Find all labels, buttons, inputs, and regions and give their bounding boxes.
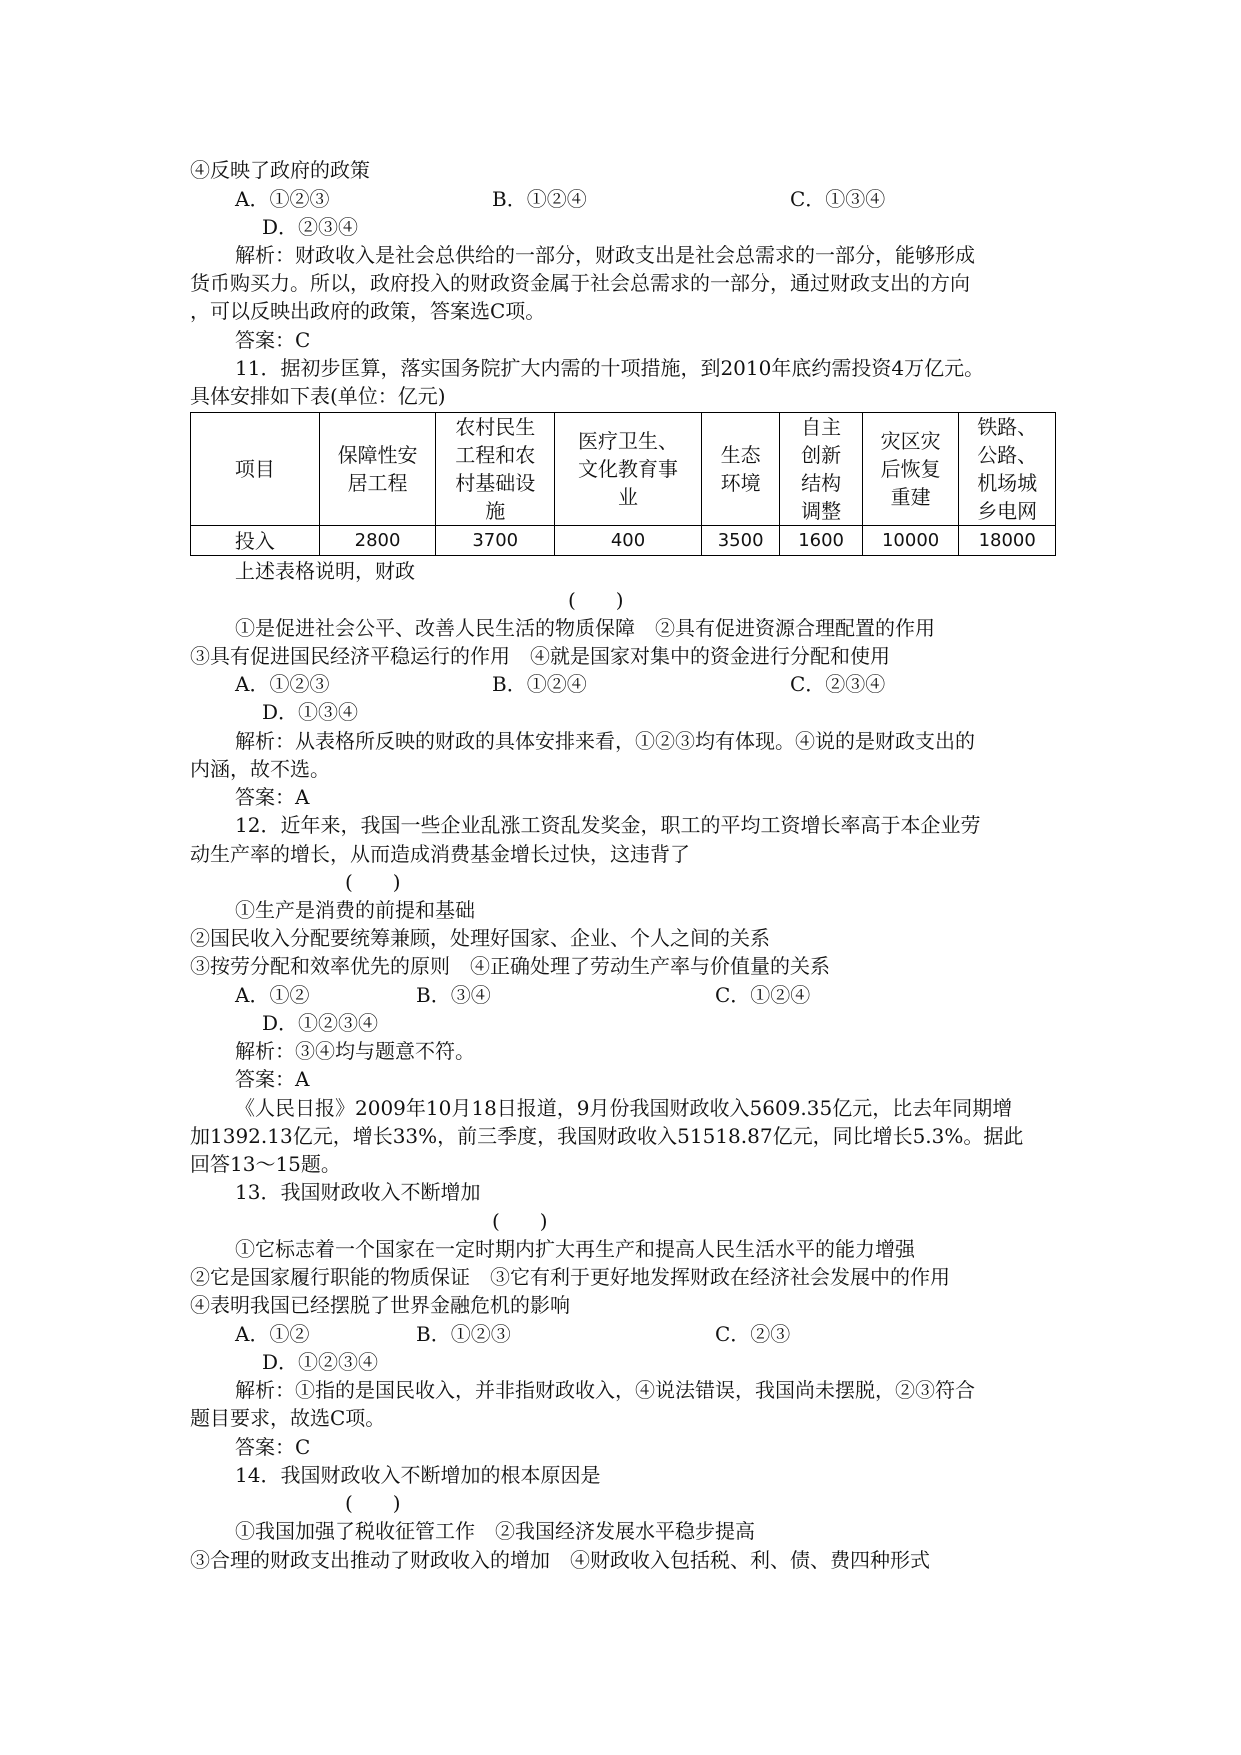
choice-c: C．②③ [715, 1322, 791, 1346]
answer-text: 答案：A [235, 1067, 310, 1091]
option-line: ④表明我国已经摆脱了世界金融危机的影响 [190, 1293, 570, 1317]
option-line: ①生产是消费的前提和基础 [235, 898, 475, 922]
question-text: 14．我国财政收入不断增加的根本原因是 [235, 1463, 601, 1487]
option-line: ①我国加强了税收征管工作 ②我国经济发展水平稳步提高 [235, 1519, 755, 1543]
passage-text: 《人民日报》2009年10月18日报道，9月份我国财政收入5609.35亿元，比去年同期增 [235, 1096, 1013, 1120]
choice-a: A．①② [235, 1322, 310, 1346]
choice-d: D．①②③④ [262, 1011, 379, 1035]
table-cell: 18000 [959, 526, 1056, 556]
table-cell: 2800 [319, 526, 436, 556]
analysis-text: 解析：③④均与题意不符。 [235, 1039, 475, 1063]
question-text: 13．我国财政收入不断增加 [235, 1180, 481, 1204]
choice-c: C．①③④ [790, 187, 886, 211]
choice-a: A．①②③ [235, 187, 330, 211]
answer-text: 答案：C [235, 328, 311, 352]
question-text: 动生产率的增长，从而造成消费基金增长过快，这违背了 [190, 842, 690, 866]
choice-a: A．①② [235, 983, 310, 1007]
option-line: ④反映了政府的政策 [190, 158, 370, 182]
answer-blank: ( ) [345, 870, 401, 894]
choice-c: C．①②④ [715, 983, 811, 1007]
analysis-text: 货币购买力。所以，政府投入的财政资金属于社会总需求的一部分，通过财政支出的方向 [190, 271, 970, 295]
option-line: ③具有促进国民经济平稳运行的作用 ④就是国家对集中的资金进行分配和使用 [190, 644, 890, 668]
analysis-text: 解析：从表格所反映的财政的具体安排来看，①②③均有体现。④说的是财政支出的 [235, 729, 975, 753]
option-line: ③合理的财政支出推动了财政收入的增加 ④财政收入包括税、利、债、费四种形式 [190, 1548, 930, 1572]
choice-c: C．②③④ [790, 672, 886, 696]
table-header-cell: 农村民生 工程和农 村基础设 施 [436, 413, 555, 526]
option-line: ②国民收入分配要统筹兼顾，处理好国家、企业、个人之间的关系 [190, 926, 770, 950]
table-cell: 3500 [701, 526, 779, 556]
option-line: ③按劳分配和效率优先的原则 ④正确处理了劳动生产率与价值量的关系 [190, 954, 830, 978]
question-text: 上述表格说明，财政 [235, 559, 415, 583]
table-header-cell: 项目 [191, 413, 320, 526]
choice-b: B．①②③ [416, 1322, 511, 1346]
table-header-cell: 生态 环境 [701, 413, 779, 526]
question-text: 11．据初步匡算，落实国务院扩大内需的十项措施，到2010年底约需投资4万亿元。 [235, 356, 985, 380]
answer-blank: ( ) [568, 588, 624, 612]
analysis-text: 题目要求，故选C项。 [190, 1406, 386, 1430]
choice-d: D．②③④ [262, 215, 359, 239]
choice-a: A．①②③ [235, 672, 330, 696]
option-line: ①是促进社会公平、改善人民生活的物质保障 ②具有促进资源合理配置的作用 [235, 616, 935, 640]
answer-text: 答案：A [235, 785, 310, 809]
table-cell: 1600 [780, 526, 862, 556]
passage-text: 回答13～15题。 [190, 1152, 341, 1176]
analysis-text: ，可以反映出政府的政策，答案选C项。 [190, 299, 546, 323]
answer-blank: ( ) [492, 1209, 548, 1233]
table-header-cell: 医疗卫生、 文化教育事 业 [555, 413, 702, 526]
question-text: 具体安排如下表(单位：亿元) [190, 384, 446, 408]
answer-text: 答案：C [235, 1435, 311, 1459]
investment-table [190, 412, 1056, 556]
choice-d: D．①③④ [262, 700, 359, 724]
table-cell: 400 [555, 526, 702, 556]
table-row [191, 526, 1056, 556]
option-line: ②它是国家履行职能的物质保证 ③它有利于更好地发挥财政在经济社会发展中的作用 [190, 1265, 950, 1289]
table-header-cell: 铁路、 公路、 机场城 乡电网 [959, 413, 1056, 526]
choice-d: D．①②③④ [262, 1350, 379, 1374]
table-header-cell: 保障性安 居工程 [319, 413, 436, 526]
table-header-cell: 自主 创新 结构 调整 [780, 413, 862, 526]
choice-b: B．①②④ [492, 187, 587, 211]
analysis-text: 解析：财政收入是社会总供给的一部分，财政支出是社会总需求的一部分，能够形成 [235, 243, 975, 267]
table-row-label: 投入 [191, 526, 320, 556]
question-text: 12．近年来，我国一些企业乱涨工资乱发奖金，职工的平均工资增长率高于本企业劳 [235, 813, 981, 837]
answer-blank: ( ) [345, 1491, 401, 1515]
table-cell: 3700 [436, 526, 555, 556]
analysis-text: 解析：①指的是国民收入，并非指财政收入，④说法错误，我国尚未摆脱，②③符合 [235, 1378, 975, 1402]
analysis-text: 内涵，故不选。 [190, 757, 330, 781]
choice-b: B．①②④ [492, 672, 587, 696]
table-header-cell: 灾区灾 后恢复 重建 [862, 413, 959, 526]
option-line: ①它标志着一个国家在一定时期内扩大再生产和提高人民生活水平的能力增强 [235, 1237, 915, 1261]
choice-b: B．③④ [416, 983, 491, 1007]
passage-text: 加1392.13亿元，增长33%，前三季度，我国财政收入51518.87亿元，同比增长5.3%。据此 [190, 1124, 1024, 1148]
table-cell: 10000 [862, 526, 959, 556]
table-header-row [191, 413, 1056, 526]
